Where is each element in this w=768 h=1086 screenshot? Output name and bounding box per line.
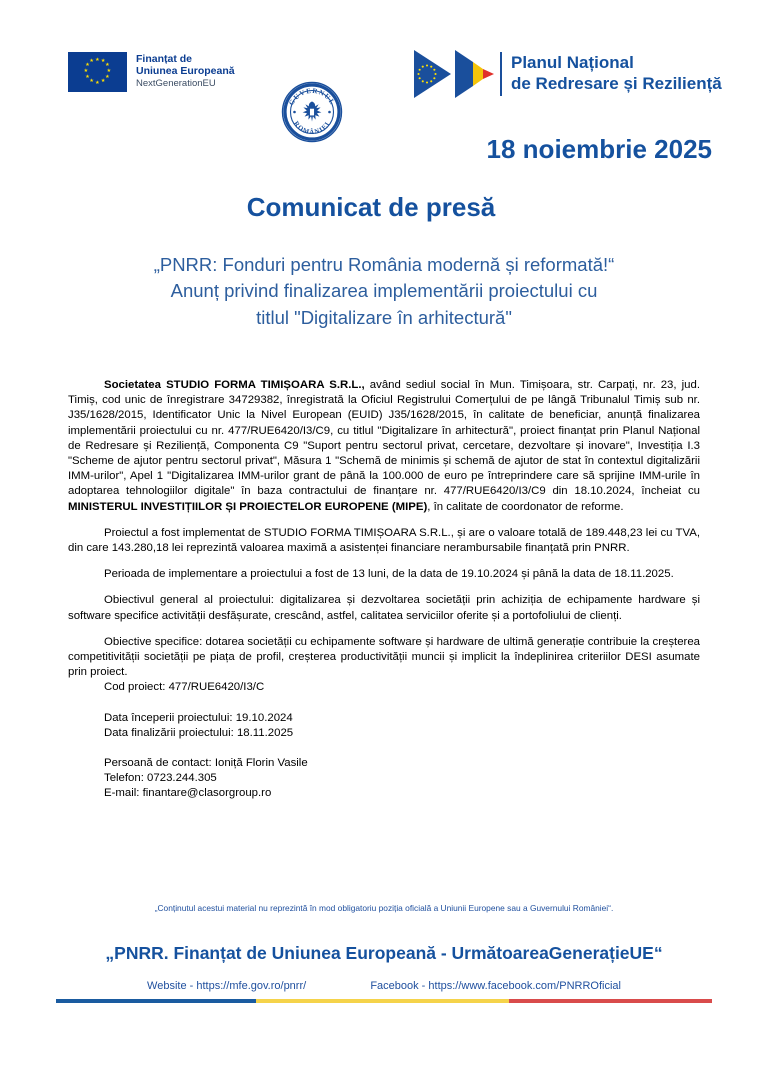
pnrr-logo-line2: de Redresare și Reziliență — [511, 74, 722, 93]
eu-star-icon: ★ — [95, 56, 100, 63]
pnrr-star-icon — [422, 66, 424, 68]
tricolor-footer-bar — [56, 999, 712, 1003]
document-date: 18 noiembrie 2025 — [486, 134, 712, 164]
logo-header-row — [0, 38, 768, 137]
pnrr-star-icon — [433, 77, 435, 79]
page-title: Comunicat de presă — [246, 192, 496, 222]
spacer-before-contact — [68, 741, 700, 756]
eu-star-icon: ★ — [85, 62, 90, 69]
project-end-date: Data finalizării proiectului: 18.11.2025 — [104, 726, 294, 739]
eu-star-icon: ★ — [83, 68, 89, 74]
eu-star-icon: ★ — [89, 77, 95, 84]
eu-star-icon: ★ — [105, 73, 110, 80]
project-start-date: Data începerii proiectului: 19.10.2024 — [104, 711, 293, 724]
eu-funding-logo — [68, 52, 235, 92]
svg-text:ROMÂNIEI: ROMÂNIEI — [292, 120, 332, 137]
pnrr-star-icon — [434, 73, 436, 75]
subtitle-line-3: titlul "Digitalizare în arhitectură" — [256, 306, 512, 328]
paragraph-beneficiary-tail: , în calitate de coordonator de reforme. — [427, 500, 624, 513]
contact-phone: Telefon: 0723.244.305 — [104, 772, 217, 785]
footer-links — [0, 980, 768, 992]
eu-star-icon: ★ — [100, 58, 106, 65]
eu-star-icon: ★ — [85, 73, 90, 80]
legal-disclaimer: „Conținutul acestui material nu reprezintă în mod obligatoriu poziția oficială a Uniunii Europene sau a Guvernului României“. — [154, 903, 614, 913]
document-subtitle — [56, 252, 712, 331]
pnrr-star-icon — [430, 66, 432, 68]
tricolor-segment-yellow — [256, 999, 509, 1003]
pnrr-star-icon — [419, 69, 421, 71]
tricolor-segment-red — [509, 999, 712, 1003]
eu-star-icon: ★ — [95, 79, 100, 86]
eu-logo-line2: Uniunea Europeană — [136, 65, 235, 78]
eu-logo-line1: Finanțat de — [136, 53, 193, 65]
paragraph-project-value: Proiectul a fost implementat de STUDIO FORMA TIMIȘOARA S.R.L., și are o valoare totală de 189.448,23 lei cu TVA, din care 143.280,18 lei reprezintă valoarea maximă a asistenței financiare nerambursabile finanțată prin PNRR. — [68, 526, 700, 555]
pnrr-star-icon — [430, 80, 432, 82]
document-body — [68, 378, 700, 802]
paragraph-beneficiary — [68, 378, 700, 515]
pnrr-star-icon — [426, 81, 428, 83]
pnrr-logo — [413, 48, 722, 100]
beneficiary-name: Societatea STUDIO FORMA TIMIȘOARA S.R.L., — [104, 379, 365, 391]
subtitle-line-2: Anunț privind finalizarea implementării proiectului cu — [170, 280, 598, 302]
paragraph-general-objective: Obiectivul general al proiectului: digitalizarea și dezvoltarea societății prin achiziția de echipamente hardware și software specifice activității desfășurate, crescând, astfel, calitatea serviciilor oferite și a portofoliului de clienți. — [68, 594, 700, 622]
eu-flag-icon — [68, 52, 127, 92]
project-code: Cod proiect: 477/RUE6420/I3/C — [104, 681, 265, 694]
pnrr-star-icon — [419, 77, 421, 79]
contact-person: Persoană de contact: Ioniță Florin Vasile — [104, 757, 308, 770]
eu-star-icon: ★ — [100, 77, 106, 84]
pnrr-logo-line1: Planul Național — [511, 53, 634, 73]
pnrr-logo-divider — [500, 52, 502, 96]
pnrr-star-icon — [426, 64, 428, 66]
ministry-name: MINISTERUL INVESTIȚIILOR ȘI PROIECTELOR EUROPENE (MIPE) — [68, 500, 428, 513]
tricolor-segment-blue — [56, 999, 256, 1003]
footer-slogan: „PNRR. Finanțat de Uniunea Europeană - UrmătoareaGenerațieUE“ — [105, 943, 663, 963]
eu-star-icon: ★ — [105, 62, 110, 69]
website-link[interactable]: Website - https://mfe.gov.ro/pnrr/ — [147, 980, 307, 992]
pnrr-star-icon — [433, 69, 435, 71]
subtitle-line-1: „PNRR: Fonduri pentru România modernă și reformată!“ — [153, 254, 615, 275]
pnrr-arrows-icon — [413, 48, 495, 100]
paragraph-beneficiary-rest: având sediul social în Mun. Timișoara, str. Carpați, nr. 23, jud. Timiș, cod unic de înregistrare 34729382, înregistrată la Oficiul Registrului Comerțului de pe lângă Tribunalul Timiș sub nr. J35/1628/2015, Identificator Unic la Nivel European (EUID) J35/1628/2015, în calitate de beneficiar, anunță finalizarea implementării proiectului cu nr. 477/RUE6420/I3/C9, cu titlul "Digitalizare în arhitectură", proiect finanțat prin Planul Național de Redresare și Reziliență, Componenta C9 "Suport pentru sectorul privat, cercetare, dezvoltare și inovare", Investiția I.3 "Scheme de ajutor pentru sectorul privat", Măsura 1 "Schemă de minimis și schemă de ajutor de stat în contextul digitalizării IMM-urilor", Apel 1 "Digitalizarea IMM-urilor grant de până la 100.000 de euro pe întreprindere care să sprijine IMM-urile în adoptarea tehnologiilor digitale" în baza contractului de finanțare nr. 477/RUE6420/I3/C9 din 18.10.2024, încheiat cu — [68, 379, 701, 498]
pnrr-star-icon — [422, 80, 424, 82]
pnrr-logo-text — [511, 53, 722, 94]
contact-email: E-mail: finantare@clasorgroup.ro — [104, 787, 272, 800]
eu-logo-line3: NextGenerationEU — [136, 77, 216, 89]
paragraph-specific-objectives: Obiective specifice: dotarea societății cu echipamente software și hardware de ultimă generație contribuie la creșterea competitivității societății pe piața de profil, creșterea productivității muncii și implicit la îndeplinirea criteriilor DESI asumate prin proiect. — [68, 635, 700, 679]
eu-star-icon: ★ — [89, 58, 95, 65]
svg-text:GUVERNUL: GUVERNUL — [287, 86, 337, 107]
facebook-link[interactable]: Facebook - https://www.facebook.com/PNRROficial — [370, 980, 621, 992]
eu-funding-logo-text — [136, 52, 235, 89]
eu-star-icon: ★ — [106, 68, 112, 74]
pnrr-star-icon — [417, 73, 419, 75]
spacer-after-project-code — [68, 696, 700, 711]
paragraph-implementation-period: Perioada de implementare a proiectului a fost de 13 luni, de la data de 19.10.2024 și până la data de 18.11.2025. — [104, 568, 674, 581]
